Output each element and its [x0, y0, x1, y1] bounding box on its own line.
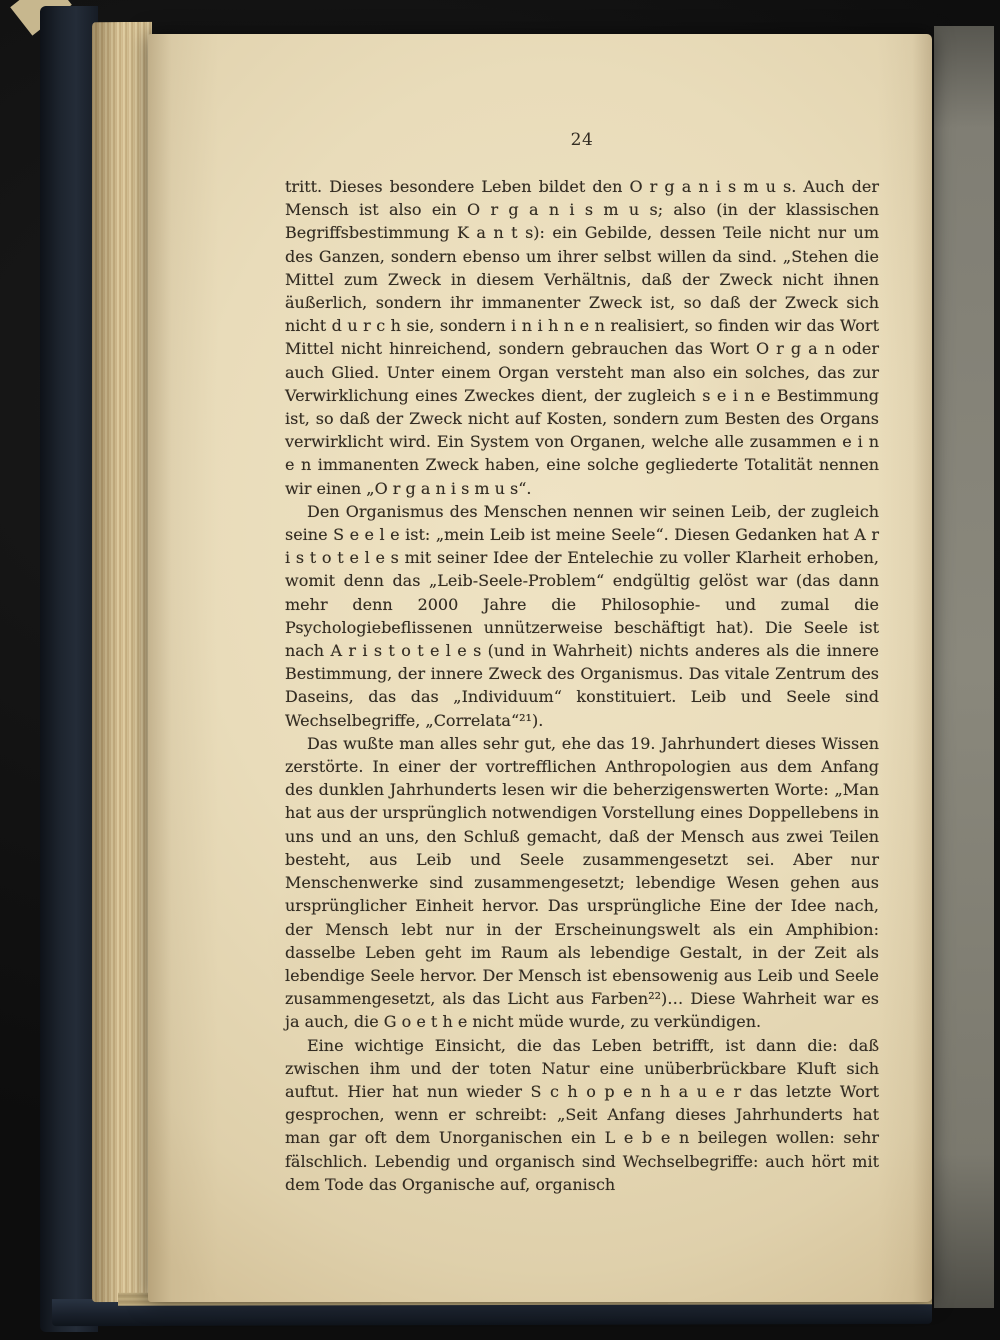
book-cover-spine — [40, 6, 98, 1332]
paragraph: Eine wichtige Einsicht, die das Leben betrifft, ist dann die: daß zwischen ihm und der toten Natur eine unüberbrückbare Kluft sich auftut. Hier hat nun wieder S c h o p e n h a u e r das letzte Wort gesprochen, wenn er schreibt: „Seit Anfang dieses Jahrhunderts hat man gar oft dem Unorganischen ein L e b e n beilegen wollen: sehr fälschlich. Lebendig und organisch sind Wechselbegriffe: auch hört mit dem Tode das Organische auf, organisch — [285, 1035, 879, 1194]
page-number: 24 — [570, 130, 594, 150]
paragraph: tritt. Dieses besondere Leben bildet den O r g a n i s m u s. Auch der Mensch ist also ein O r g a n i s m u s; also (in der klassischen Begriffsbestimmung K a n t s): ein Gebilde, dessen Teile nicht nur um des Ganzen, sondern ebenso um ihrer selbst willen da sind. „Stehen die Mittel zum Zweck in diesem Verhältnis, daß der Zweck nicht ihnen äußerlich, sondern ihr immanenter Zweck ist, so daß der Zweck sich nicht d u r c h sie, sondern i n i h n e n realisiert, so finden wir das Wort Mittel nicht hinreichend, sondern gebrauchen das Wort O r g a n oder auch Glied. Unter einem Organ versteht man also ein solches, das zur Verwirklichung eines Zweckes dient, der zugleich s e i n e Bestimmung ist, so daß der Zweck nicht auf Kosten, sondern zum Besten des Organs verwirklicht wird. Ein System von Organen, welche alle zusammen e i n e n immanenten Zweck haben, eine solche gegliederte Totalität nennen wir einen „O r g a n i s m u s“. — [285, 177, 879, 498]
paragraph: Das wußte man alles sehr gut, ehe das 19. Jahrhundert dieses Wissen zerstörte. In einer der vortrefflichen Anthropologien aus dem Anfang des dunklen Jahrhunderts lesen wir die beherzigenswerten Worte: „Man hat aus der ursprünglich notwendigen Vorstellung eines Doppellebens in uns und an uns, den Schluß gemacht, daß der Mensch aus zwei Teilen besteht, aus Leib und Seele zusammengesetzt sei. Aber nur Menschenwerke sind zusammengesetzt; lebendige Wesen gehen aus ursprünglicher Einheit hervor. Das ursprüngliche Eine der Idee nach, der Mensch lebt nur in der Erscheinungswelt als ein Amphibion: dasselbe Leben geht im Raum als lebendige Gestalt, in der Zeit als lebendige Seele hervor. Der Mensch ist ebensowenig aus Leib und Seele zusammengesetzt, als das Licht aus Farben²²)… Diese Wahrheit war es ja auch, die G o e t h e nicht müde wurde, zu verkündigen. — [285, 733, 879, 1032]
book-block-right-edge — [934, 26, 994, 1308]
page-stack-edges — [92, 22, 152, 1302]
book-page — [148, 34, 932, 1302]
paragraph: Den Organismus des Menschen nennen wir seinen Leib, der zugleich seine S e e l e ist: „mein Leib ist meine Seele“. Diesen Gedanken hat A r i s t o t e l e s mit seiner Idee der Entelechie zu voller Klarheit erhoben, womit denn das „Leib-Seele-Problem“ endgültig gelöst war (das dann mehr denn 2000 Jahre die Philosophie- und zumal die Psychologiebeflissenen unnützerweise beschäftigt hat). Die Seele ist nach A r i s t o t e l e s (und in Wahrheit) nichts anderes als die innere Bestimmung, der innere Zweck des Organismus. Das vitale Zentrum des Daseins, das das „Individuum“ konstituiert. Leib und Seele sind Wechselbegriffe, „Correlata“²¹). — [285, 501, 879, 730]
page-text-block — [285, 175, 879, 1196]
